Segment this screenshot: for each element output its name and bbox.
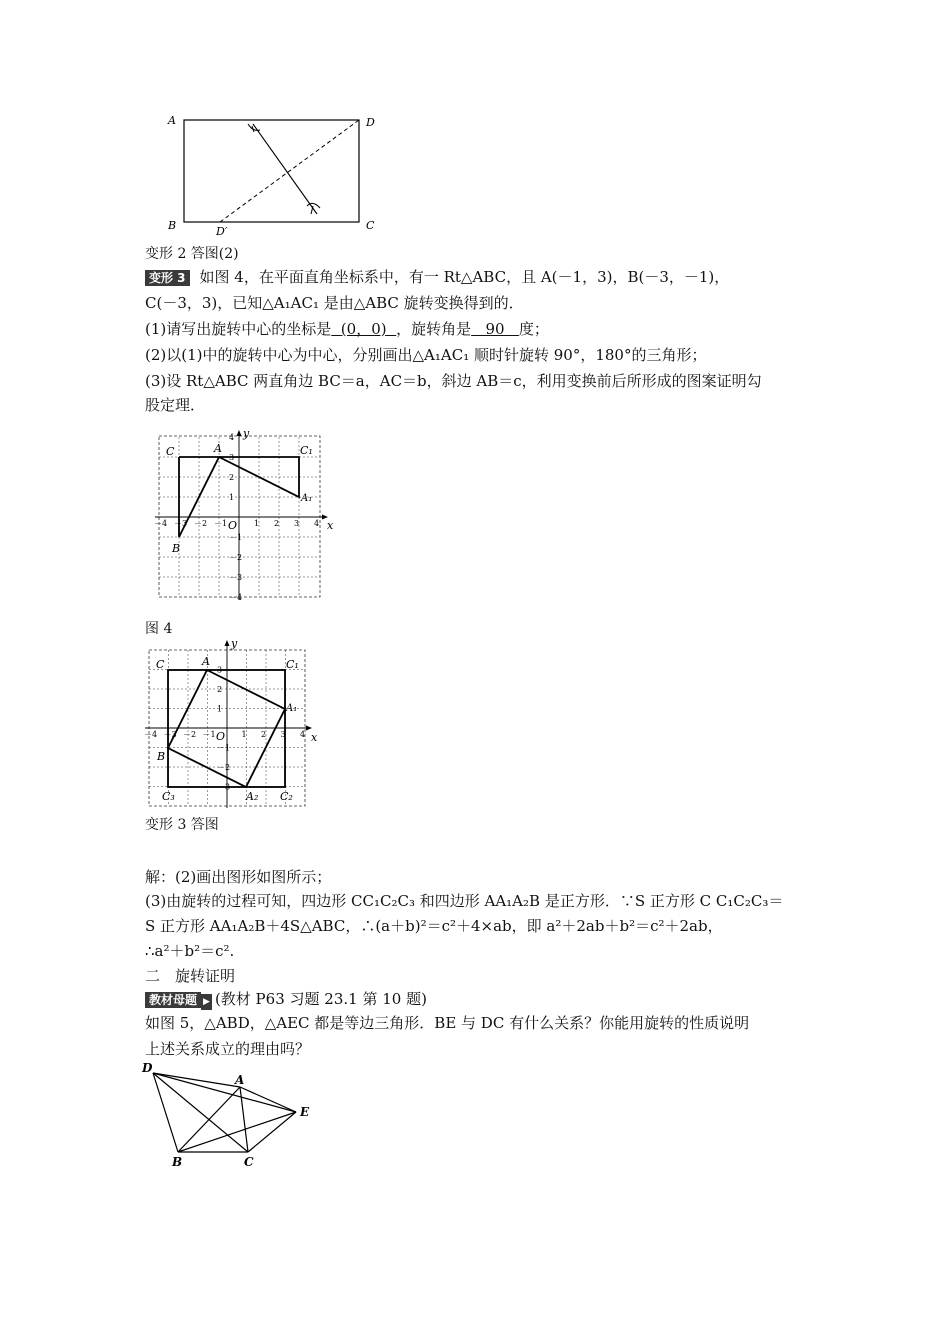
point-c2: C₂ [280,790,293,803]
textbook-tag: 教材母题 [145,992,201,1008]
origin-label: O [216,730,226,743]
x-tick-label: 1 [254,519,260,528]
point-b: B [172,542,181,555]
x-tick-label: －4 [144,730,158,739]
point-a: A [214,442,222,455]
problem3-line2: C(－3，3)，已知△A₁AC₁ 是由△ABC 旋转变换得到的． [145,294,524,312]
play-icon: ▶ [201,994,212,1010]
label-a: A [235,1073,245,1087]
y-tick-label: 3 [229,453,235,462]
q1-mid: ，旋转角是 [396,320,472,338]
x-tick-label: 4 [300,730,306,739]
x-tick-label: 2 [274,519,280,528]
question-2: (2)以(1)中的旋转中心为中心，分别画出△A₁AC₁ 顺时针旋转 90°，180°的三角形； [145,346,707,364]
triangle-figure-5 [140,1060,320,1172]
point-b: B [157,750,166,763]
point-c1: C₁ [300,444,313,457]
x-tick-label: －3 [174,519,188,528]
question-3-line2: 股定理． [145,396,206,414]
axis-y-label: y [243,428,250,440]
fig1-caption: 变形 2 答图(2) [145,246,239,262]
point-a2: A₂ [246,790,259,803]
label-c: C [366,219,375,232]
axis-x-label: x [311,731,318,744]
point-a1: A₁ [301,493,313,504]
q1-answer-center: (0，0) [340,320,387,338]
rectangle-figure [160,108,390,238]
solution-line3: S 正方形 AA₁A₂B＋4S△ABC，∴(a＋b)²＝c²＋4×ab，即 a²＋2ab＋b²＝c²＋2ab， [145,917,723,935]
axis-y-label: y [231,638,238,650]
x-tick-label: 4 [314,519,320,528]
solution-line4: ∴a²＋b²＝c². [145,942,235,960]
label-c: C [244,1155,254,1169]
axis-x-label: x [327,519,334,532]
y-tick-label: 2 [229,473,235,482]
q1-post: 度； [518,320,549,338]
label-e: E [300,1105,310,1119]
point-c1: C₁ [286,658,299,671]
point-a: A [202,655,210,668]
y-tick-label: －1 [229,533,243,542]
label-dprime: D′ [216,225,228,238]
point-c: C [156,658,165,671]
question-3-line1: (3)设 Rt△ABC 两直角边 BC＝a，AC＝b，斜边 AB＝c，利用变换前后所形成的图案证明勾 [145,372,762,390]
label-a: A [168,114,176,127]
label-d: D [142,1061,153,1075]
section2-line2: 上述关系成立的理由吗？ [145,1040,311,1058]
x-tick-label: －1 [214,519,228,528]
x-tick-label: 2 [261,730,267,739]
question-1 [145,318,549,340]
fig5-caption: 变形 3 答图 [145,817,219,833]
point-a1: A₁ [286,703,298,714]
q1-answer-angle: 90 [485,320,505,338]
textbook-source [145,988,427,1010]
point-c: C [166,445,175,458]
variant-tag: 变形 3 [145,270,190,286]
solution-line1: 解：(2)画出图形如图所示； [145,868,332,886]
x-tick-label: －1 [202,730,216,739]
coordinate-figure-answer [140,638,325,810]
y-tick-label: 2 [217,685,223,694]
y-tick-label: －1 [217,743,231,753]
label-b: B [168,219,177,232]
fig4-caption: 图 4 [145,621,173,637]
y-tick-label: 1 [229,493,235,502]
problem3-line1 [145,266,729,288]
problem3-text1: 如图 4，在平面直角坐标系中，有一 Rt△ABC，且 A(－1，3)，B(－3，－1)， [199,268,730,286]
source-text: (教材 P63 习题 23.1 第 10 题) [214,990,427,1008]
point-c3: C₃ [162,790,175,803]
x-tick-label: －4 [154,519,168,528]
y-tick-label: －2 [229,553,243,562]
solution-line2: (3)由旋转的过程可知，四边形 CC₁C₂C₃ 和四边形 AA₁A₂B 是正方形．∵S 正方形 C C₁C₂C₃＝ [145,892,784,910]
origin-label: O [228,519,238,532]
y-tick-label: －4 [229,593,243,602]
x-tick-label: －2 [183,730,197,739]
y-tick-label: －3 [229,573,243,582]
y-tick-label: －2 [217,763,231,772]
y-tick-label: －3 [217,782,231,792]
x-tick-label: －2 [194,519,208,528]
section2-heading: 二 旋转证明 [145,967,236,985]
x-tick-label: 3 [294,519,300,528]
section2-line1: 如图 5，△ABD，△AEC 都是等边三角形．BE 与 DC 有什么关系？你能用旋转的性质说明 [145,1014,750,1032]
x-tick-label: 1 [241,730,247,739]
y-tick-label: 1 [217,704,223,714]
q1-pre: (1)请写出旋转中心的坐标是 [145,320,332,338]
y-tick-label: 4 [229,433,235,442]
x-tick-label: 3 [280,730,286,739]
y-tick-label: 3 [217,665,223,675]
label-b: B [172,1155,183,1169]
label-d: D [366,116,375,129]
x-tick-label: －3 [163,730,177,739]
coordinate-figure-4 [150,428,340,606]
